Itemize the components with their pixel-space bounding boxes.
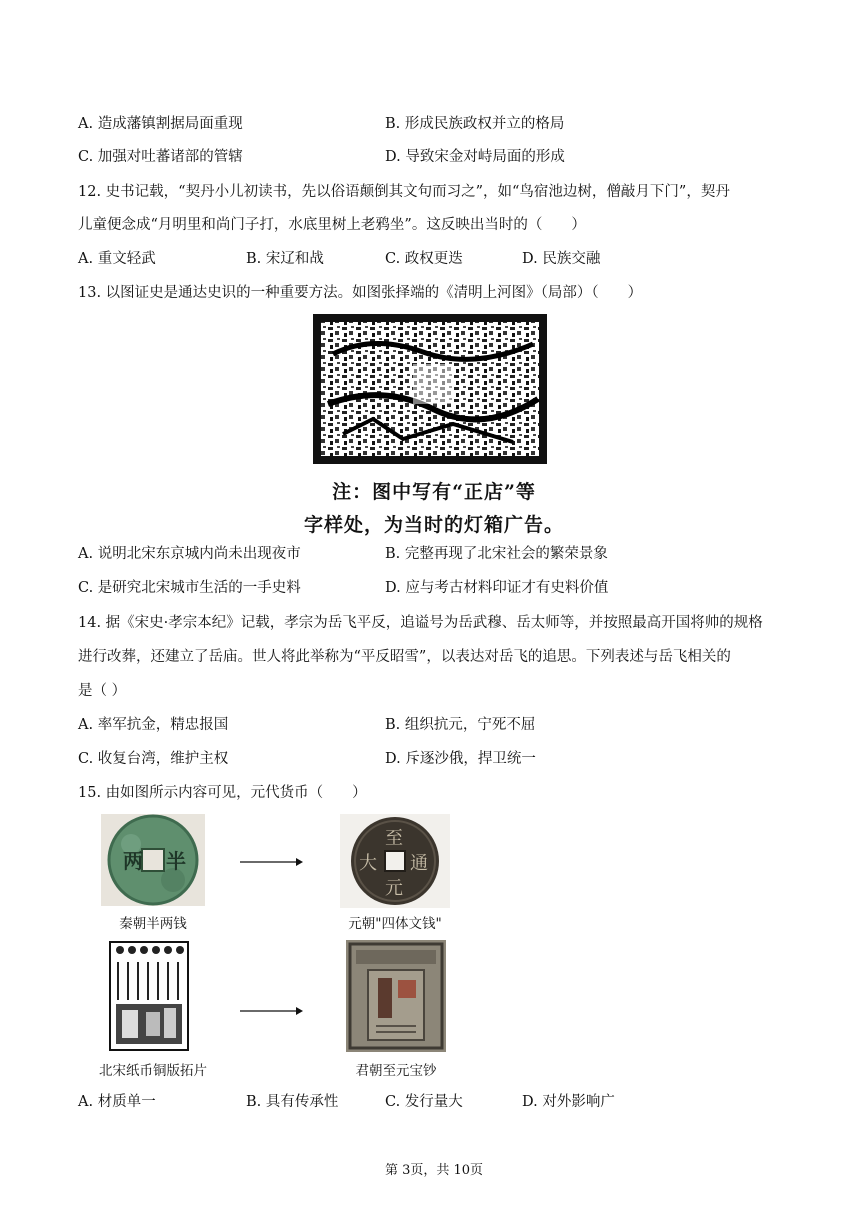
qingming-painting-image (313, 314, 547, 468)
q13-option-b: B. 完整再现了北宋社会的繁荣景象 (385, 546, 608, 562)
arrow-bottom (240, 1005, 304, 1021)
q14-option-d: D. 斥逐沙俄，捍卫统一 (385, 751, 536, 767)
q15-option-b: B. 具有传承性 (246, 1094, 339, 1110)
qin-coin-caption: 秦朝半两钱 (119, 916, 187, 932)
q14-option-b: B. 组织抗元，宁死不屈 (385, 717, 536, 733)
yuan-coin-left-glyph: 大 (359, 853, 377, 874)
song-paper-money-plate-image (108, 940, 190, 1056)
q14-option-a: A. 率军抗金，精忠报国 (78, 717, 229, 733)
yuan-coin-right-glyph: 通 (410, 853, 428, 874)
q11-option-c: C. 加强对吐蕃诸部的管辖 (78, 149, 243, 165)
q12-stem-line1: 12. 史书记载，“契丹小儿初读书，先以俗语颠倒其文句而习之”，如“鸟宿池边树，僧敲月下门”，契丹 (78, 184, 730, 200)
q15-option-c: C. 发行量大 (385, 1094, 463, 1110)
page-footer: 第 3页，共 10页 (384, 1163, 484, 1178)
q14-stem-line2: 进行改葬，还建立了岳庙。世人将此举称为“平反昭雪”，以表达对岳飞的追思。下列表述与岳飞相关的 (78, 649, 731, 665)
q12-option-c: C. 政权更迭 (385, 251, 463, 267)
arrow-top (240, 856, 304, 872)
q12-option-a: A. 重文轻武 (78, 251, 156, 267)
q11-option-d: D. 导致宋金对峙局面的形成 (385, 149, 565, 165)
q11-option-b: B. 形成民族政权并立的格局 (385, 116, 565, 132)
q13-option-d: D. 应与考古材料印证才有史料价值 (385, 580, 609, 596)
qin-coin-left-glyph: 两 (123, 849, 143, 873)
q12-option-d: D. 民族交融 (522, 251, 601, 267)
yuan-coin-image (340, 814, 450, 912)
q13-stem-line1: 13. 以图证史是通达史识的一种重要方法。如图张择端的《清明上河图》（局部）（ ） (78, 285, 643, 301)
q13-figure-note-line2: 字样处，为当时的灯箱广告。 (303, 514, 564, 536)
q15-stem-line1: 15. 由如图所示内容可见，元代货币（ ） (78, 785, 367, 801)
q14-stem-line3: 是（ ） (78, 683, 127, 699)
q12-stem-line2: 儿童便念成“月明里和尚门子打，水底里树上老鸦坐”。这反映出当时的（ ） (78, 217, 586, 233)
q13-option-c: C. 是研究北宋城市生活的一手史料 (78, 580, 301, 596)
qin-coin-right-glyph: 半 (166, 849, 186, 873)
q14-stem-line1: 14. 据《宋史·孝宗本纪》记载，孝宗为岳飞平反，追谥号为岳武穆、岳太师等，并按照最高开国将帅的规格 (78, 615, 763, 631)
q13-figure-note-line1: 注：图中写有“正店”等 (332, 481, 536, 503)
q13-option-a: A. 说明北宋东京城内尚未出现夜市 (78, 546, 301, 562)
qin-banliang-coin-image (101, 814, 205, 910)
yuan-coin-caption: 元朝"四体文钱" (348, 916, 442, 932)
q14-option-c: C. 收复台湾，维护主权 (78, 751, 229, 767)
q15-option-a: A. 材质单一 (78, 1094, 156, 1110)
yuan-coin-bottom-glyph: 元 (385, 878, 403, 899)
song-plate-caption: 北宋纸币铜版拓片 (99, 1063, 207, 1079)
q11-option-a: A. 造成藩镇割据局面重现 (78, 116, 243, 132)
yuan-paper-note-image (346, 940, 446, 1056)
yuan-coin-top-glyph: 至 (385, 828, 403, 849)
yuan-note-caption: 君朝至元宝钞 (355, 1063, 437, 1079)
q15-option-d: D. 对外影响广 (522, 1094, 615, 1110)
q12-option-b: B. 宋辽和战 (246, 251, 324, 267)
